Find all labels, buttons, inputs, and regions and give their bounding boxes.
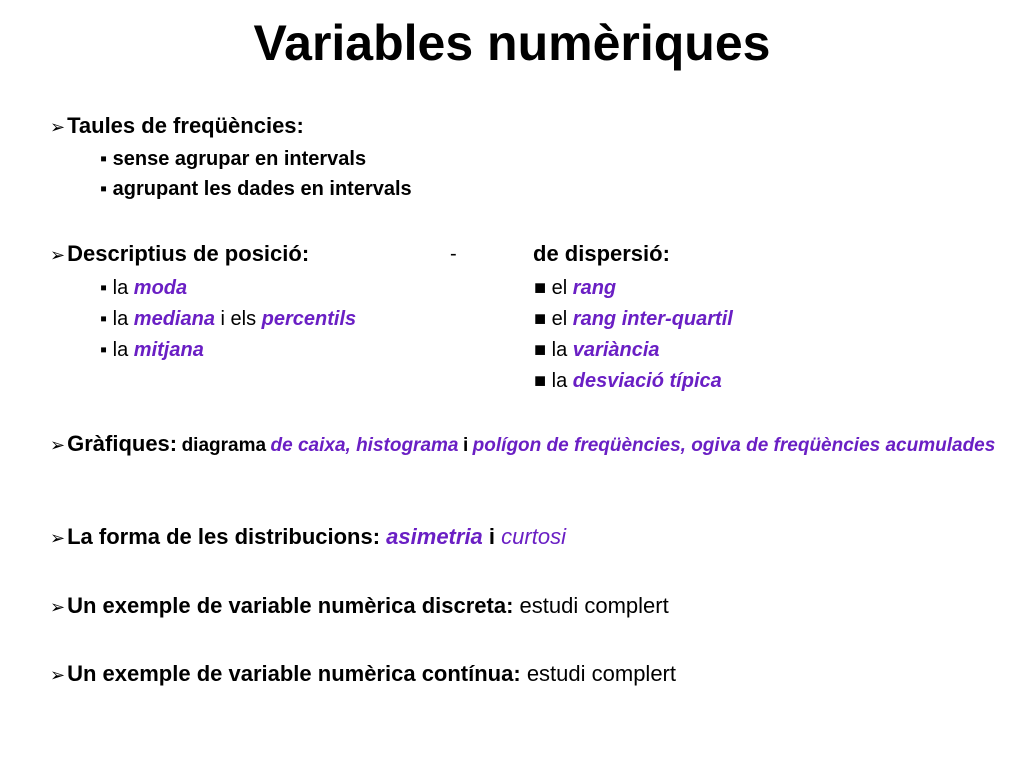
grafiques-em2: polígon de freqüències, ogiva de freqüències acumulades <box>472 435 996 456</box>
item-pre: la <box>112 308 129 330</box>
arrow-bullet-icon: ➢ <box>50 245 66 265</box>
section-continua <box>50 661 676 687</box>
list-item <box>534 308 733 331</box>
item-em: variància <box>572 339 660 361</box>
forma-heading: La forma de les distribucions: <box>67 524 381 549</box>
list-item <box>100 178 412 201</box>
list-item <box>100 148 366 171</box>
list-item <box>100 339 204 362</box>
grafiques-em1: de caixa, histograma <box>270 435 459 456</box>
arrow-bullet-icon: ➢ <box>50 117 66 137</box>
continua-link[interactable]: estudi complert <box>526 661 676 686</box>
section-descriptius <box>50 241 309 267</box>
dispersio-heading: de dispersió: <box>533 241 670 266</box>
item-em: mediana <box>133 308 215 330</box>
dash-separator: - <box>450 243 457 265</box>
item-pre: la <box>551 370 568 392</box>
arrow-bullet-icon: ➢ <box>50 528 66 548</box>
list-item <box>534 339 660 362</box>
taules-heading: Taules de freqüències: <box>67 113 304 138</box>
list-item <box>100 308 356 331</box>
square-bullet-icon: ▪ <box>100 308 108 330</box>
section-discreta <box>50 593 669 619</box>
section-forma <box>50 524 566 550</box>
square-bullet-icon: ▪ <box>100 178 108 200</box>
square-bullet-icon: ▪ <box>100 148 108 170</box>
item-mid: i els <box>220 308 257 330</box>
grafiques-heading: Gràfiques: <box>67 431 178 456</box>
square-bullet-icon: ■ <box>534 308 547 330</box>
grafiques-word: diagrama <box>181 435 267 456</box>
item-text: agrupant les dades en intervals <box>112 178 412 200</box>
section-grafiques <box>50 430 1020 460</box>
descriptius-heading: Descriptius de posició: <box>67 241 310 266</box>
list-item <box>100 277 187 300</box>
forma-conj: i <box>488 524 496 549</box>
list-item <box>534 277 616 300</box>
forma-em1: asimetria <box>386 524 483 549</box>
forma-em2: curtosi <box>501 524 566 549</box>
section-taules <box>50 113 304 139</box>
item-em: desviació típica <box>572 370 722 392</box>
arrow-bullet-icon: ➢ <box>50 665 66 685</box>
item-pre: la <box>112 277 129 299</box>
discreta-heading: Un exemple de variable numèrica discreta: <box>67 593 514 618</box>
item-pre: la <box>551 339 568 361</box>
item-em2: percentils <box>261 308 357 330</box>
square-bullet-icon: ■ <box>534 370 547 392</box>
item-em: mitjana <box>133 339 204 361</box>
square-bullet-icon: ■ <box>534 339 547 361</box>
arrow-bullet-icon: ➢ <box>50 597 66 617</box>
item-em: rang <box>572 277 617 299</box>
item-pre: el <box>551 308 568 330</box>
item-pre: la <box>112 339 129 361</box>
arrow-bullet-icon: ➢ <box>50 435 66 455</box>
list-item <box>534 370 722 393</box>
square-bullet-icon: ▪ <box>100 277 108 299</box>
item-em: rang inter-quartil <box>572 308 733 330</box>
square-bullet-icon: ▪ <box>100 339 108 361</box>
square-bullet-icon: ■ <box>534 277 547 299</box>
slide-title: Variables numèriques <box>253 15 771 71</box>
grafiques-conj: i <box>462 435 469 456</box>
item-pre: el <box>551 277 568 299</box>
continua-heading: Un exemple de variable numèrica contínua: <box>67 661 521 686</box>
item-text: sense agrupar en intervals <box>112 148 367 170</box>
item-em: moda <box>133 277 188 299</box>
discreta-link[interactable]: estudi complert <box>519 593 669 618</box>
